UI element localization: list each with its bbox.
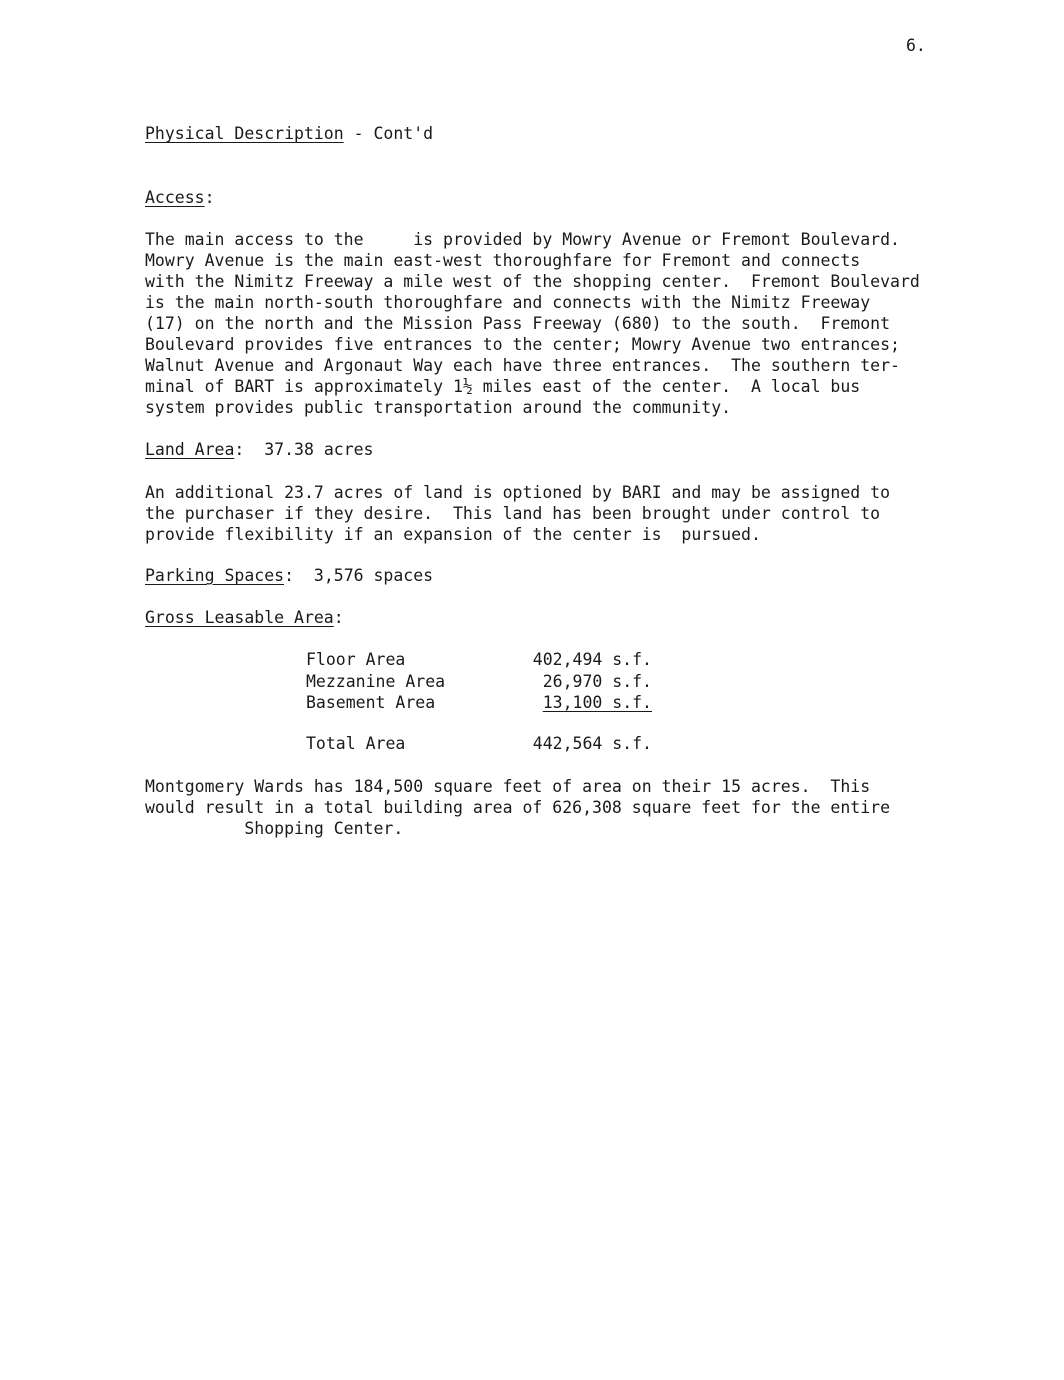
land-area-label-text: Land Area [145,440,235,459]
paragraph-line: An additional 23.7 acres of land is optioned by BARI and may be assigned to [145,483,891,502]
paragraph-line: Walnut Avenue and Argonaut Way each have three entrances. The southern ter- [145,356,900,375]
paragraph-line: system provides public transportation around the community. [145,398,732,417]
section-heading [145,124,433,143]
paragraph-line: Mowry Avenue is the main east-west thoroughfare for Fremont and connects [145,251,861,270]
gla-label: Gross Leasable Area: [145,608,344,627]
paragraph-line: Montgomery Wards has 184,500 square feet of area on their 15 acres. This [145,777,871,796]
area-row-label: Basement Area [306,693,436,712]
paragraph-line: is the main north-south thoroughfare and connects with the Nimitz Freeway [145,293,871,312]
paragraph-line: Boulevard provides five entrances to the center; Mowry Avenue two entrances; [145,335,900,354]
land-area-paragraph [145,482,890,545]
paragraph-line: provide flexibility if an expansion of the center is pursued. [145,525,761,544]
paragraph-line: with the Nimitz Freeway a mile west of the shopping center. Fremont Boulevard [145,272,920,291]
parking-label: Parking Spaces: 3,576 spaces [145,566,434,585]
area-total-label: Total Area [306,734,406,753]
paragraph-line: minal of BART is approximately 1½ miles east of the center. A local bus [145,377,861,396]
paragraph-line: The main access to the is provided by Mowry Avenue or Fremont Boulevard. [145,230,900,249]
closing-paragraph [145,776,890,839]
paragraph-line: Shopping Center. [145,819,404,838]
area-row [306,672,666,694]
access-label-text: Access [145,188,205,207]
heading-title: Physical Description [145,124,344,143]
area-row [306,650,666,672]
heading-suffix: - Cont'd [343,124,434,143]
area-row-value: 402,494 s.f. [532,650,652,669]
area-total-value: 442,564 s.f. [532,734,652,753]
access-label: Access: [145,188,215,207]
land-area-label: Land Area: 37.38 acres [145,440,374,459]
area-table [306,650,666,715]
paragraph-line: (17) on the north and the Mission Pass Freeway (680) to the south. Fremont [145,314,891,333]
land-area-value: 37.38 acres [264,440,374,459]
gla-label-text: Gross Leasable Area [145,608,334,627]
area-total-row [306,734,666,755]
parking-label-text: Parking Spaces [145,566,285,585]
paragraph-line: the purchaser if they desire. This land has been brought under control to [145,504,881,523]
access-paragraph [145,229,920,418]
area-row-value: 13,100 s.f. [542,693,652,712]
page-number: 6. [906,36,926,55]
parking-value: 3,576 spaces [313,566,434,585]
paragraph-line: would result in a total building area of 626,308 square feet for the entire [145,798,891,817]
area-row-value: 26,970 s.f. [542,671,652,691]
area-row-label: Floor Area [306,650,406,669]
area-row [306,693,666,715]
area-row-label: Mezzanine Area [306,671,446,691]
